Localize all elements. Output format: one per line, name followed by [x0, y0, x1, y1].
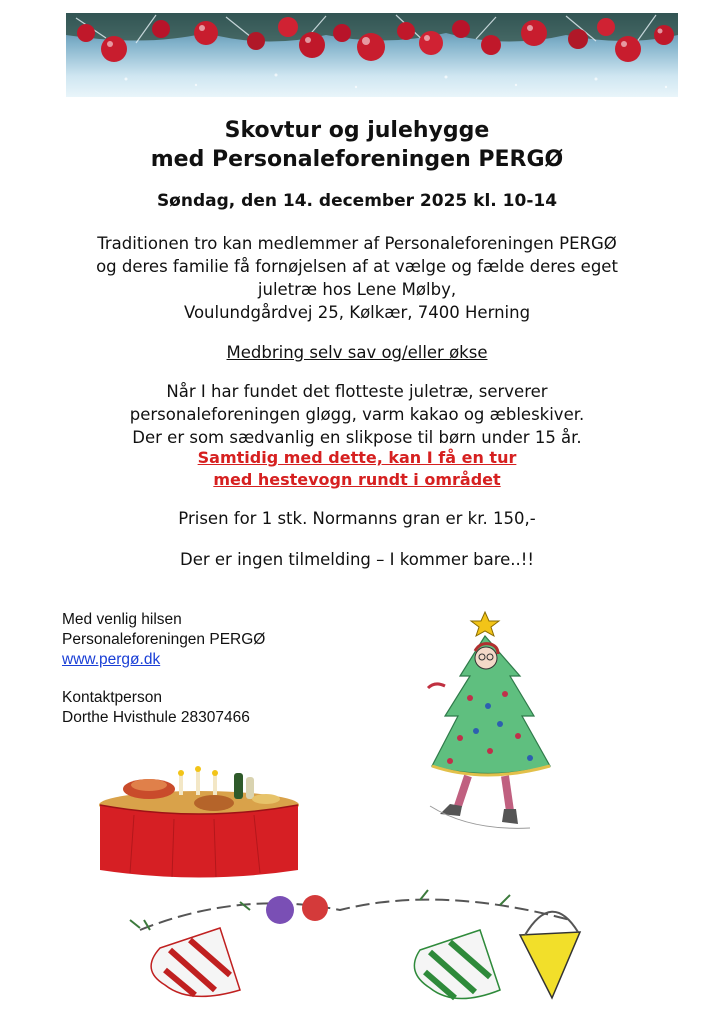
ornament-garland-image: [66, 13, 678, 97]
serving-line: Der er som sædvanlig en slikpose til børn under 15 år.: [132, 428, 582, 447]
page-title-line-2: med Personaleforeningen PERGØ: [150, 147, 564, 172]
dancing-christmas-tree-illustration: [410, 606, 570, 836]
intro-line: juletræ hos Lene Mølby,: [257, 280, 457, 299]
contact-person: Dorthe Hvisthule 28307466: [62, 709, 250, 726]
intro-paragraph: [0, 232, 714, 324]
horse-carriage-highlight-line-1: Samtidig med dette, kan I få en tur: [197, 448, 517, 467]
contact-label: Kontaktperson: [62, 689, 162, 706]
intro-line: Traditionen tro kan medlemmer af Personaleforeningen PERGØ: [97, 234, 617, 253]
website-link[interactable]: www.pergø.dk: [62, 651, 161, 668]
intro-line: og deres familie få fornøjelsen af at vælge og fælde deres eget: [96, 257, 618, 276]
event-date: Søndag, den 14. december 2025 kl. 10-14: [156, 191, 558, 211]
price-text: Prisen for 1 stk. Normanns gran er kr. 150,-: [178, 509, 536, 528]
serving-paragraph: [0, 380, 714, 449]
signature-organization: Personaleforeningen PERGØ: [62, 631, 266, 648]
woven-heart-garland-illustration: [120, 880, 590, 1012]
page-title-line-1: Skovtur og julehygge: [224, 118, 490, 143]
bring-tools-note: [0, 341, 714, 364]
signup-text: Der er ingen tilmelding – I kommer bare..!!: [180, 550, 534, 569]
signature-greeting: Med venlig hilsen: [62, 611, 182, 628]
bring-tools-text: Medbring selv sav og/eller økse: [226, 343, 488, 362]
serving-line: Når I har fundet det flotteste juletræ, serverer: [166, 382, 548, 401]
horse-carriage-highlight-line-2: med hestevogn rundt i området: [213, 470, 501, 489]
christmas-dinner-table-illustration: [94, 765, 304, 880]
serving-line: personaleforeningen gløgg, varm kakao og æbleskiver.: [129, 405, 585, 424]
christmas-ornament-banner: [66, 13, 678, 97]
intro-line: Voulundgårdvej 25, Kølkær, 7400 Herning: [183, 303, 531, 322]
